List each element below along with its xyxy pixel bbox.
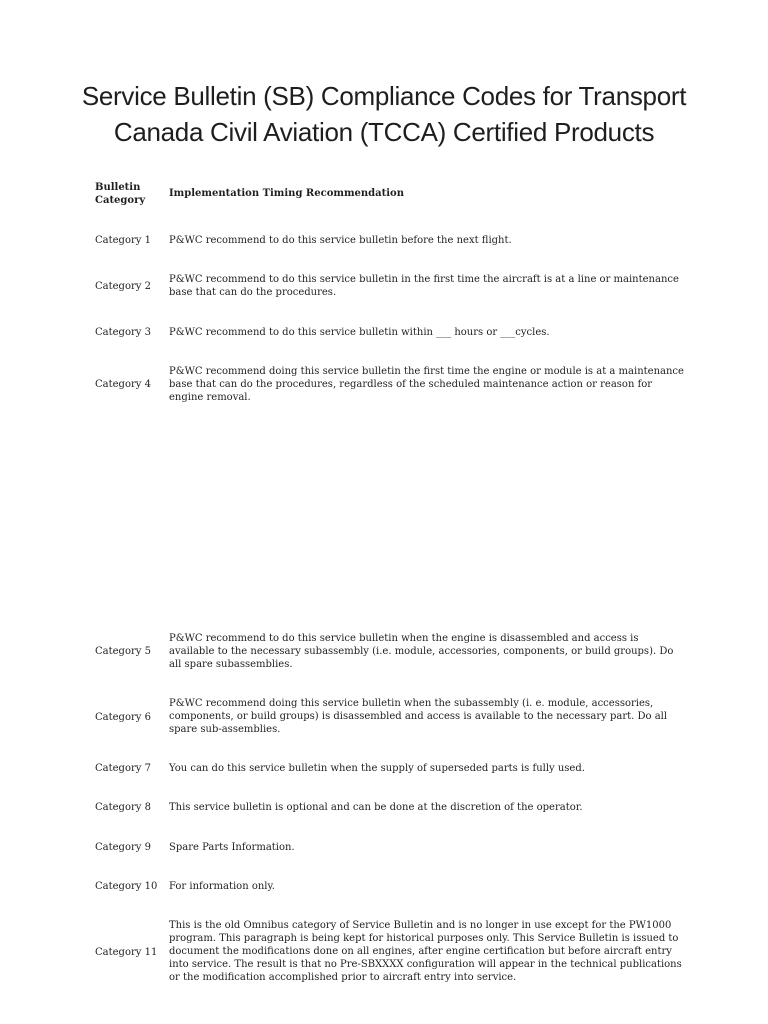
row-1-text: P&WC recommend to do this service bulletin before the next flight. [169,235,512,246]
title-line-1: Service Bulletin (SB) Compliance Codes for Transport [81,81,687,111]
row-10-text: For information only. [169,881,275,892]
document-title [40,78,728,150]
header-bulletin-category: Bulletin Category [95,182,146,206]
row-1-category: Category 1 [95,235,151,246]
header-implementation-timing: Implementation Timing Recommendation [169,188,404,199]
row-5-text: P&WC recommend to do this service bulletin when the engine is disassembled and access is available to the necessary subassembly (i.e. module, accessories, components, or build groups). Do all spare subassemblies. [169,633,674,670]
row-6-text: P&WC recommend doing this service bulletin when the subassembly (i. e. module, accessories, components, or build groups) is disassembled and access is available to the necessary part. Do all spare sub-assemblies. [169,698,668,735]
row-2-text: P&WC recommend to do this service bulletin in the first time the aircraft is at a line or maintenance base that can do the procedures. [169,274,679,298]
row-11-category: Category 11 [95,947,158,958]
row-3-category: Category 3 [95,327,151,338]
row-3-text: P&WC recommend to do this service bulletin within ___ hours or ___cycles. [169,327,550,338]
row-8-text: This service bulletin is optional and can be done at the discretion of the operator. [169,802,583,813]
row-6-category: Category 6 [95,712,151,723]
row-7-text: You can do this service bulletin when the supply of superseded parts is fully used. [169,763,585,774]
row-10-category: Category 10 [95,881,158,892]
row-2-category: Category 2 [95,281,151,292]
row-7-category: Category 7 [95,763,151,774]
row-4-text: P&WC recommend doing this service bulletin the first time the engine or module is at a maintenance base that can do the procedures, regardless of the scheduled maintenance action or reason for engine removal. [169,366,684,403]
row-8-category: Category 8 [95,802,151,813]
row-5-category: Category 5 [95,646,151,657]
row-9-category: Category 9 [95,842,151,853]
row-4-category: Category 4 [95,379,151,390]
row-9-text: Spare Parts Information. [169,842,295,853]
row-11-text: This is the old Omnibus category of Service Bulletin and is no longer in use except for the PW1000 program. This paragraph is being kept for historical purposes only. This Service Bulletin is issued to document the modifications done on all engines, after engine certification but before aircraft entry into service. The result is that no Pre-SBXXXX configuration will appear in the technical publications or the modification accomplished prior to aircraft entry into service. [169,920,682,983]
title-line-2: Canada Civil Aviation (TCCA) Certified Products [113,117,655,147]
